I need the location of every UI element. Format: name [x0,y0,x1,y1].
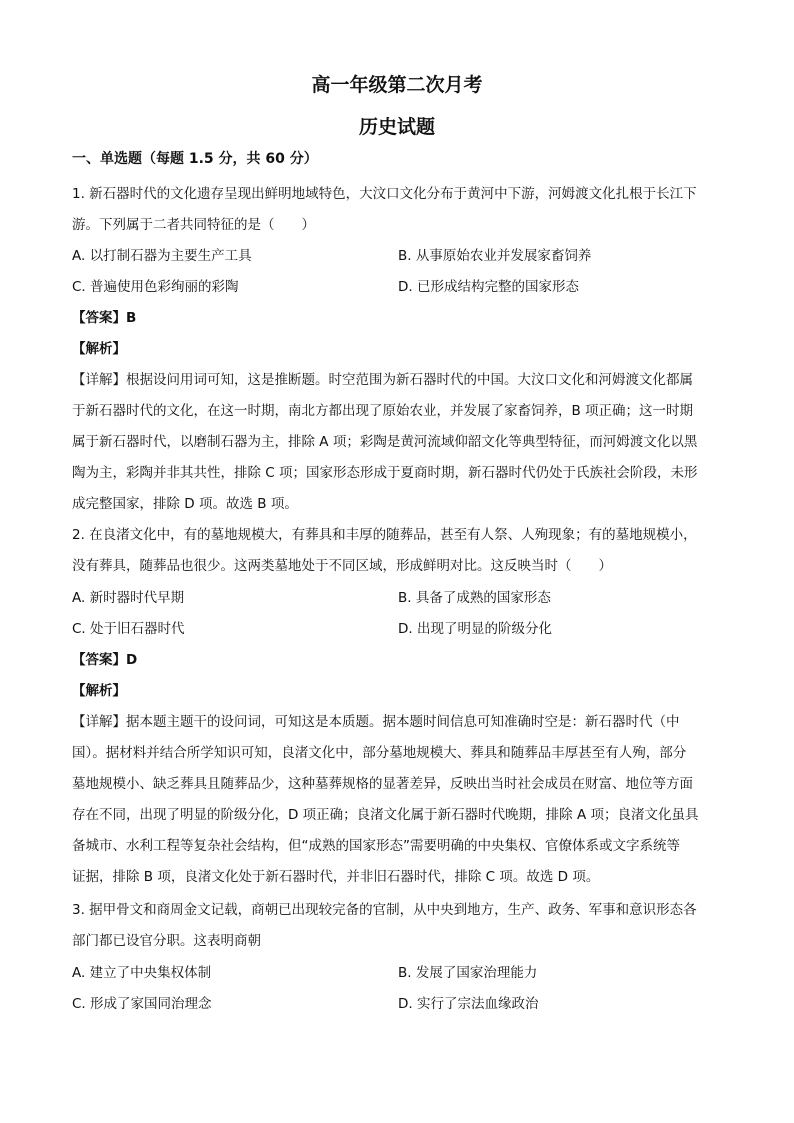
q2-detail-line: 【详解】据本题主题干的设问词，可知这是本质题。据本题时间信息可知准确时空是：新石器时代（中 [72,714,680,730]
q1-option-c: C. 普遍使用色彩绚丽的彩陶 [72,279,239,295]
q1-stem-line: 1. 新石器时代的文化遗存呈现出鲜明地域特色，大汶口文化分布于黄河中下游，河姆渡文化扎根于长江下 [72,186,697,202]
q1-detail-line: 【详解】根据设问用词可知，这是推断题。时空范围为新石器时代的中国。大汶口文化和河姆渡文化都属 [72,372,693,388]
q1-detail-line: 陶为主，彩陶并非其共性，排除 C 项；国家形态形成于夏商时期，新石器时代仍处于氏族社会阶段，未形 [72,465,698,481]
q2-stem-line: 2. 在良渚文化中，有的墓地规模大，有葬具和丰厚的随葬品，甚至有人祭、人殉现象；有的墓地规模小， [72,527,697,543]
section-heading: 一、单选题（每题 1.5 分，共 60 分） [72,151,318,167]
q3-option-d: D. 实行了宗法血缘政治 [398,996,539,1012]
q1-option-a: A. 以打制石器为主要生产工具 [72,248,252,264]
q1-answer: 【答案】B [72,310,137,326]
q2-detail-line: 备城市、水利工程等复杂社会结构，但“成熟的国家形态”需要明确的中央集权、官僚体系或文字系统等 [72,838,680,854]
q1-detail-line: 于新石器时代的文化，在这一时期，南北方都出现了原始农业，并发展了家畜饲养，B 项正确；这一时期 [72,403,694,419]
q3-option-c: C. 形成了家国同治理念 [72,996,212,1012]
exam-subtitle: 历史试题 [358,116,435,138]
q2-answer: 【答案】D [72,652,138,668]
q1-analysis-label: 【解析】 [72,341,126,357]
q1-detail-line: 属于新石器时代，以磨制石器为主，排除 A 项；彩陶是黄河流域仰韶文化等典型特征，而河姆渡文化以黑 [72,434,698,450]
q1-option-b: B. 从事原始农业并发展家畜饲养 [398,248,592,264]
q2-option-c: C. 处于旧石器时代 [72,621,185,637]
q3-option-a: A. 建立了中央集权体制 [72,965,212,981]
q3-stem-line: 部门都已设官分职。这表明商朝 [72,933,261,949]
exam-title: 高一年级第二次月考 [311,74,483,96]
q2-detail-line: 墓地规模小、缺乏葬具且随葬品少，这种墓葬规格的显著差异，反映出当时社会成员在财富、地位等方面 [72,776,693,792]
q2-detail-line: 存在不同，出现了明显的阶级分化，D 项正确；良渚文化属于新石器时代晚期，排除 A 项；良渚文化虽具 [72,807,699,823]
q2-option-d: D. 出现了明显的阶级分化 [398,621,552,637]
q2-analysis-label: 【解析】 [72,683,126,699]
q1-option-d: D. 已形成结构完整的国家形态 [398,279,579,295]
q1-stem-line: 游。下列属于二者共同特征的是（ ） [72,217,315,233]
q2-option-a: A. 新时器时代早期 [72,590,185,606]
q2-detail-line: 国）。据材料并结合所学知识可知，良渚文化中，部分墓地规模大、葬具和随葬品丰厚甚至有人殉，部分 [72,745,687,761]
q1-detail-line: 成完整国家，排除 D 项。故选 B 项。 [72,496,298,512]
q3-stem-line: 3. 据甲骨文和商周金文记载，商朝已出现较完备的官制，从中央到地方，生产、政务、军事和意识形态各 [72,902,697,918]
q3-option-b: B. 发展了国家治理能力 [398,965,538,981]
q2-stem-line: 没有葬具，随葬品也很少。这两类墓地处于不同区域，形成鲜明对比。这反映当时（ ） [72,558,612,574]
q2-detail-line: 证据，排除 B 项，良渚文化处于新石器时代，并非旧石器时代，排除 C 项。故选 D 项。 [72,869,600,885]
q2-option-b: B. 具备了成熟的国家形态 [398,590,551,606]
